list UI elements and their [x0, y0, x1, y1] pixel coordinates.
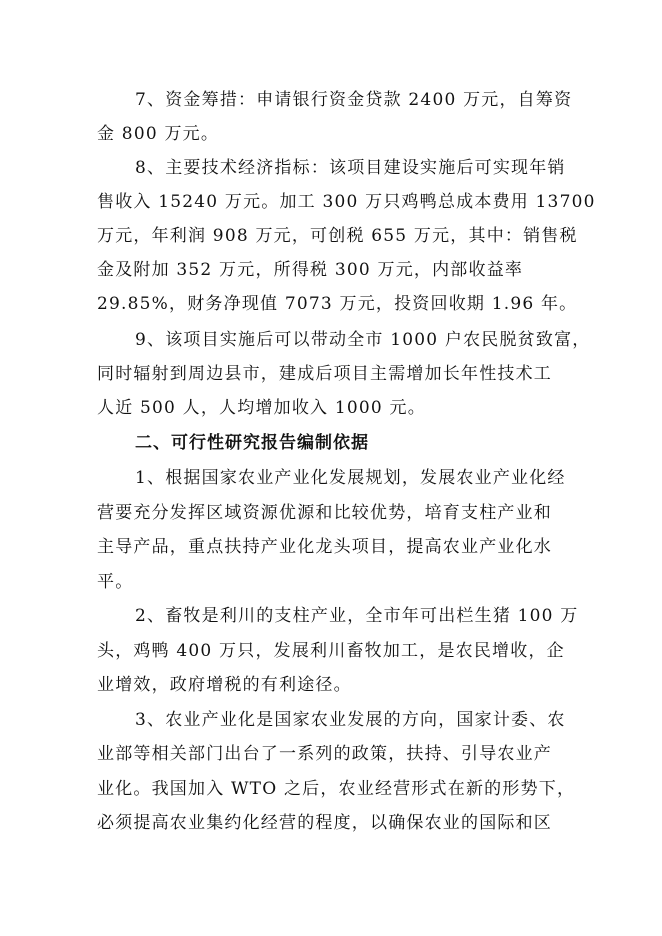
text-line: 头，鸡鸭 400 万只，发展利川畜牧加工，是农民增收，企 [97, 641, 565, 661]
text-line: 售收入 15240 万元。加工 300 万只鸡鸭总成本费用 13700 [97, 192, 596, 212]
text-line: 人近 500 人，人均增加收入 1000 元。 [97, 398, 426, 418]
text-line: 必须提高农业集约化经营的程度，以确保农业的国际和区 [97, 813, 552, 833]
text-line: 业增效，政府增税的有利途径。 [97, 675, 352, 695]
text-line: 2、畜牧是利川的支柱产业，全市年可出栏生猪 100 万 [135, 606, 579, 626]
text-line: 万元，年利润 908 万元，可创税 655 万元，其中：销售税 [97, 226, 578, 246]
text-line: 9、该项目实施后可以带动全市 1000 户农民脱贫致富， [135, 330, 591, 350]
section-heading: 二、可行性研究报告编制依据 [135, 433, 369, 453]
text-line: 业部等相关部门出台了一系列的政策，扶持、引导农业产 [97, 744, 552, 764]
text-line: 同时辐射到周边县市，建成后项目主需增加长年性技术工 [97, 364, 552, 384]
text-line: 1、根据国家农业产业化发展规划，发展农业产业化经 [135, 468, 566, 488]
text-line: 7、资金筹措：申请银行资金贷款 2400 万元，自筹资 [135, 90, 573, 110]
text-line: 平。 [97, 572, 134, 592]
text-line: 金 800 万元。 [97, 124, 220, 144]
text-line: 29.85%，财务净现值 7073 万元，投资回收期 1.96 年。 [97, 294, 578, 314]
text-line: 业化。我国加入 WTO 之后，农业经营形式在新的形势下， [97, 779, 576, 799]
text-line: 营要充分发挥区域资源优源和比较优势，培育支柱产业和 [97, 503, 552, 523]
text-line: 主导产品，重点扶持产业化龙头项目，提高农业产业化水 [97, 537, 552, 557]
text-line: 金及附加 352 万元，所得税 300 万元，内部收益率 [97, 260, 524, 280]
text-line: 3、农业产业化是国家农业发展的方向，国家计委、农 [135, 710, 566, 730]
text-line: 8、主要技术经济指标：该项目建设实施后可实现年销 [135, 158, 566, 178]
